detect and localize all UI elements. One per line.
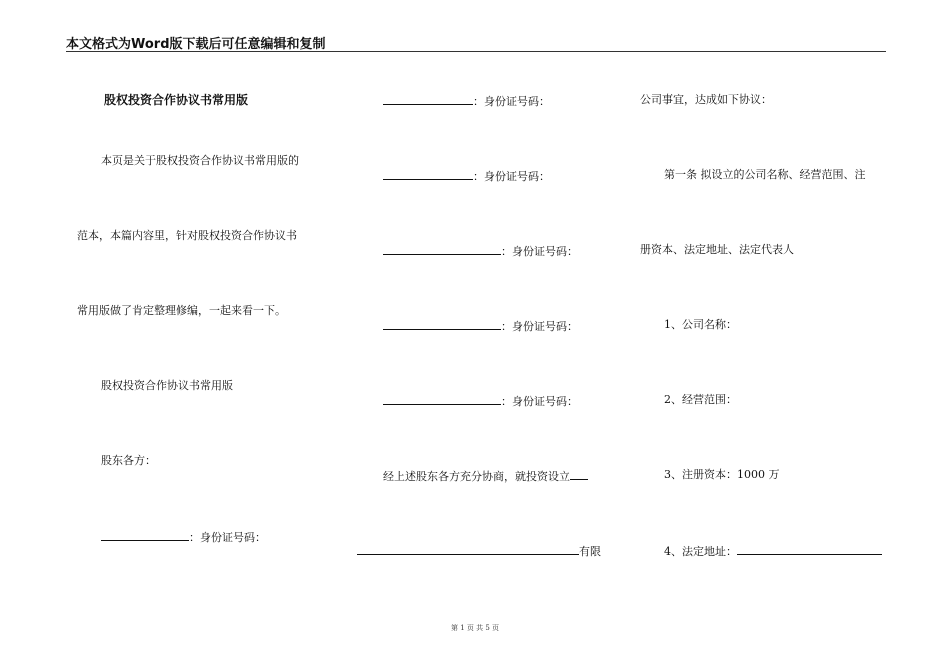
shareholder-line-5 — [383, 318, 578, 334]
document-title: 股权投资合作协议书常用版 — [104, 93, 249, 107]
name-blank — [101, 529, 189, 541]
id-number-label: ：身份证号码： — [501, 320, 578, 333]
name-blank — [383, 168, 473, 180]
id-number-label: ：身份证号码： — [501, 395, 578, 408]
shareholders-label: 股东各方： — [101, 454, 156, 467]
article-one-heading: 第一条 拟设立的公司名称、经营范围、注 — [664, 168, 866, 181]
article-one-continued: 册资本、法定地址、法定代表人 — [640, 243, 794, 256]
company-name-item: 1、公司名称： — [664, 318, 737, 331]
page-footer: 第 1 页 共 5 页 — [450, 624, 500, 632]
company-name-blank — [357, 543, 579, 555]
intro-line-2: 范本，本篇内容里，针对股权投资合作协议书 — [77, 229, 297, 242]
name-blank — [383, 318, 501, 330]
name-blank — [383, 93, 473, 105]
company-name-line — [357, 543, 601, 559]
shareholder-line-1 — [101, 529, 266, 545]
company-blank — [570, 468, 588, 480]
legal-address-line — [664, 543, 882, 559]
id-number-label: ：身份证号码： — [501, 245, 578, 258]
agreement-line-1: 公司事宜，达成如下协议： — [640, 93, 772, 106]
name-blank — [383, 243, 501, 255]
id-number-label: ：身份证号码： — [473, 95, 550, 108]
intro-line-1: 本页是关于股权投资合作协议书常用版的 — [101, 154, 299, 167]
consultation-text: 经上述股东各方充分协商，就投资设立 — [383, 470, 570, 483]
legal-address-item: 4、法定地址： — [664, 545, 737, 558]
business-scope-item: 2、经营范围： — [664, 393, 737, 406]
intro-line-3: 常用版做了肯定整理修编，一起来看一下。 — [77, 304, 286, 317]
shareholder-line-3 — [383, 168, 550, 184]
shareholder-line-2 — [383, 93, 550, 109]
header-title: 本文格式为Word版下载后可任意编辑和复制 — [66, 37, 326, 52]
sub-title: 股权投资合作协议书常用版 — [101, 379, 233, 392]
consultation-line — [383, 468, 588, 484]
address-blank — [737, 543, 882, 555]
shareholder-line-6 — [383, 393, 578, 409]
id-number-label: ：身份证号码： — [473, 170, 550, 183]
registered-capital-item: 3、注册资本：1000 万 — [664, 468, 780, 481]
page-header — [66, 33, 886, 52]
shareholder-line-4 — [383, 243, 578, 259]
name-blank — [383, 393, 501, 405]
id-number-label: ：身份证号码： — [189, 531, 266, 544]
limited-text: 有限 — [579, 545, 601, 558]
